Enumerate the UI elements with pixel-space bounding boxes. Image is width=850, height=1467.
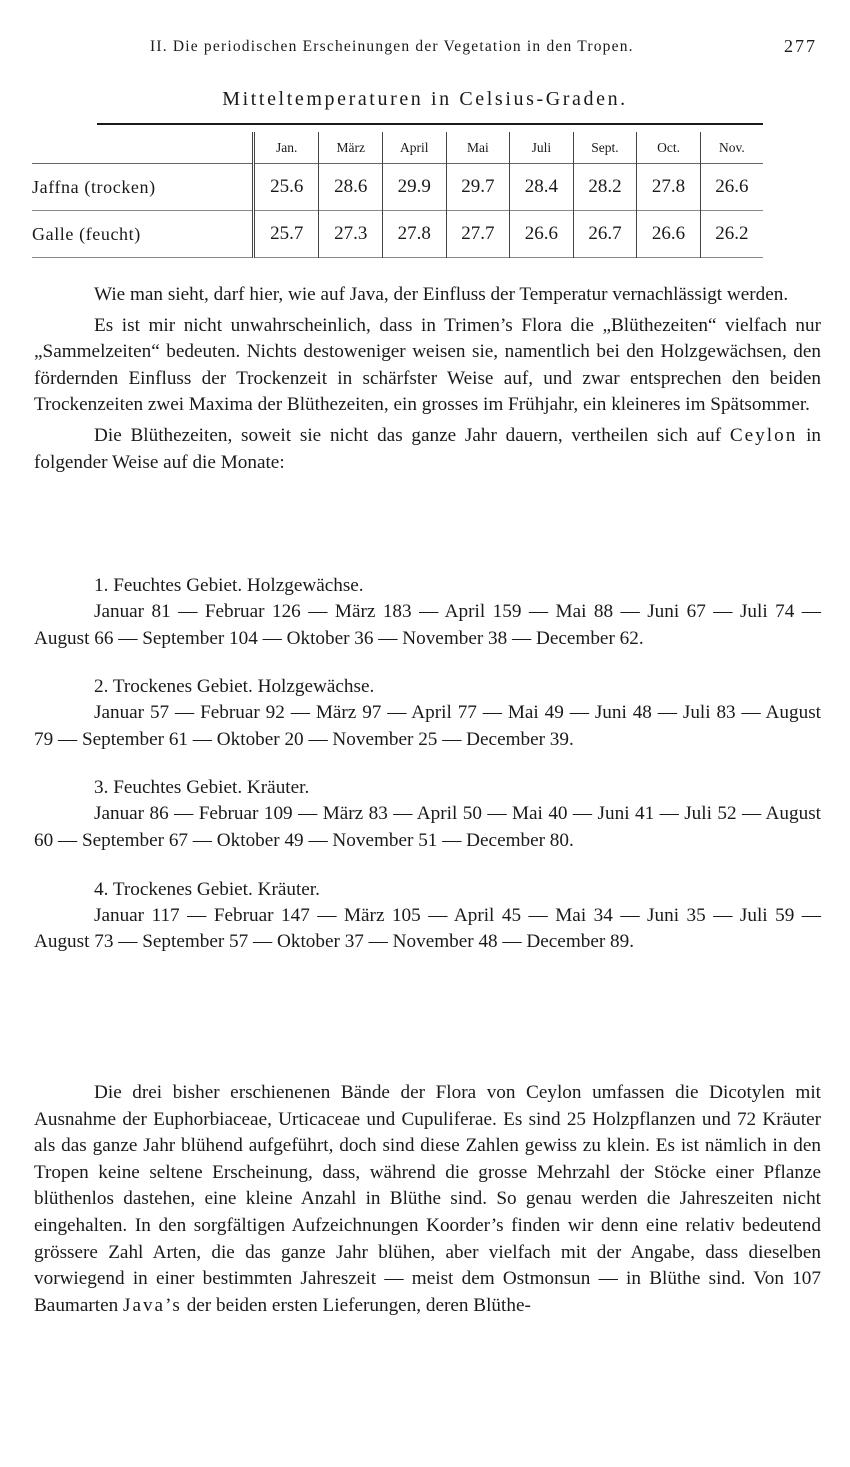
paragraph-temperature-note: Wie man sieht, darf hier, wie auf Java, der Einfluss der Temperatur vernachlässigt werden. [94,284,789,305]
row-label: Jaffna (trocken) [32,176,156,197]
month-counts: Januar 86 — Februar 109 — März 83 — April 50 — Mai 40 — Juni 41 — Juli 52 — August 60 — September 67 — Oktober 49 — November 51 — December 80. [34,803,821,851]
month-counts: Januar 117 — Februar 147 — März 105 — April 45 — Mai 34 — Juni 35 — Juli 59 — August 73 — September 57 — Oktober 37 — November 48 — December 89. [34,904,821,953]
section-heading: 4. Trockenes Gebiet. Kräuter. [94,878,320,900]
column-header: Juli [510,132,574,164]
paragraph-flowering-times: Es ist mir nicht unwahrscheinlich, dass in Trimen’s Flora die „Blüthezeiten“ vielfach nur „Sammelzeiten“ bedeuten. Nichts destoweniger weisen sie, namentlich bei den Holzgewächsen, den fördernden Einfluss der Trockenzeit in schärfster Weise auf, und zwar entsprechen den beiden Trockenzeiten zwei Maxima der Blüthezeiten, ein grosses im Frühjahr, ein kleineres im Spätsommer. [34,314,821,416]
column-header: Oct. [637,132,701,164]
table-cell: 28.4 [510,164,574,211]
table-cell: 27.7 [446,211,510,258]
section-2 [34,674,821,753]
flowering-sections [34,573,821,956]
table-cell: 27.8 [637,164,701,211]
table-top-rule [97,123,763,125]
temperature-table [32,132,763,258]
table-cell: 27.8 [382,211,446,258]
table-cell: 29.9 [382,164,446,211]
column-header: April [382,132,446,164]
column-header: März [319,132,383,164]
intro-text: in folgender Weise auf die Monate: [34,424,821,473]
table-row [32,164,763,211]
paragraph-flora-ceylon [34,1080,821,1319]
table-row [32,211,763,258]
closing-text: Die drei bisher erschienenen Bände der Flora von Ceylon umfassen die Dicotylen mit Ausnahme der Euphorbiaceae, Urticaceae und Cupuliferae. Es sind 25 Holzpflanzen und 72 Kräuter als das ganze Jahr blühend aufgeführt, doch sind diese Zahlen gewiss zu klein. Es ist nämlich in den Tropen keine seltene Erscheinung, dass, während die grosse Mehrzahl der Stöcke einer Pflanze blüthenlos dastehen, eine kleine Anzahl in Blüthe sind. So genau werden die Jahreszeiten nicht eingehalten. In den sorgfältigen Aufzeichnungen Koorder’s finden wir denn eine relativ bedeutend grössere Zahl Arten, die das ganze Jahr blühen, aber vielfach mit der Angabe, dass dieselben vorwiegend in einer bestimmten Jahreszeit — meist dem Ostmonsun — in Blüthe sind. Von 107 Baumarten [34,1082,821,1316]
table-cell: 28.6 [319,164,383,211]
section-1 [34,573,821,652]
table-cell: 26.7 [573,211,637,258]
column-header: Nov. [700,132,763,164]
table-header-row [32,132,763,164]
table-cell: 26.2 [700,211,763,258]
place-ceylon: Ceylon [729,424,798,446]
column-header: Sept. [573,132,637,164]
page-header [0,38,850,62]
table-cell: 28.2 [573,164,637,211]
section-3 [34,775,821,854]
table-corner [32,132,254,164]
place-java: Java’s [122,1294,182,1316]
page-number: 277 [784,36,817,56]
body-text-upper [34,282,821,476]
table-cell: 26.6 [510,211,574,258]
month-counts: Januar 81 — Februar 126 — März 183 — April 159 — Mai 88 — Juni 67 — Juli 74 — August 66 — September 104 — Oktober 36 — November 38 — December 62. [34,601,821,649]
table-cell: 25.6 [254,164,319,211]
table-title: Mitteltemperaturen in Celsius-Graden. [222,88,628,110]
table-cell: 26.6 [700,164,763,211]
column-header: Mai [446,132,510,164]
paragraph-distribution-intro [34,423,821,476]
month-counts: Januar 57 — Februar 92 — März 97 — April 77 — Mai 49 — Juni 48 — Juli 83 — August 79 — September 61 — Oktober 20 — November 25 — December 39. [34,702,821,750]
column-header: Jan. [254,132,319,164]
table-cell: 25.7 [254,211,319,258]
section-heading: 3. Feuchtes Gebiet. Kräuter. [94,777,310,799]
table-cell: 26.6 [637,211,701,258]
section-4 [34,877,821,956]
running-head: II. Die periodischen Erscheinungen der Vegetation in den Tropen. [150,38,634,55]
table-cell: 29.7 [446,164,510,211]
intro-text: Die Blüthezeiten, soweit sie nicht das ganze Jahr dauern, vertheilen sich auf [94,424,730,446]
closing-text: der beiden ersten Lieferungen, deren Blüthe- [181,1294,531,1316]
section-heading: 2. Trockenes Gebiet. Holzgewächse. [94,676,375,698]
body-text-lower [34,1080,821,1319]
section-heading: 1. Feuchtes Gebiet. Holzgewächse. [94,575,364,596]
table-cell: 27.3 [319,211,383,258]
row-label: Galle (feucht) [32,223,141,244]
